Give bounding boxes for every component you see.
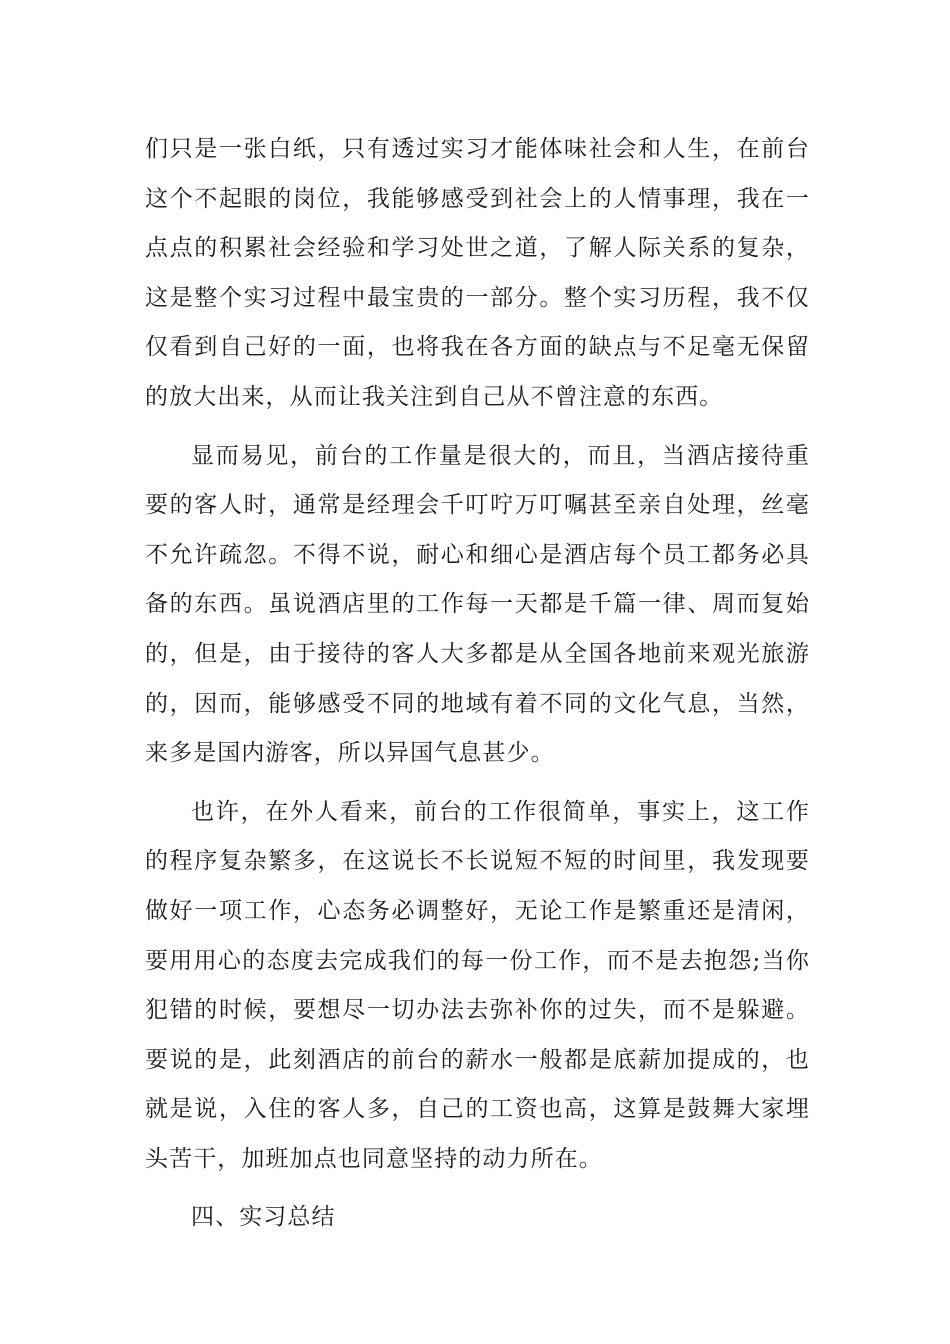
section-heading-internship-summary: 四、实习总结 [191,1204,336,1231]
paragraph-front-desk-workload: 显而易见，前台的工作量是很大的，而且，当酒店接待重要的客人时，通常是经理会千叮咛万叮嘱甚至亲自处理，丝毫不允许疏忽。不得不说，耐心和细心是酒店每个员工都务必具备的东西。虽说酒店里的工作每一天都是千篇一律、周而复始的，但是，由于接待的客人大多都是从全国各地前来观光旅游的，因而，能够感受不同的地域有着不同的文化气息，当然，来多是国内游客，所以异国气息甚少。 [145,442,810,767]
paragraph-continuation: 们只是一张白纸，只有透过实习才能体味社会和人生，在前台这个不起眼的岗位，我能够感受到社会上的人情事理，我在一点点的积累社会经验和学习处世之道，了解人际关系的复杂，这是整个实习过程中最宝贵的一部分。整个实习历程，我不仅仅看到自己好的一面，也将我在各方面的缺点与不足毫无保留的放大出来，从而让我关注到自己从不曾注意的东西。 [145,136,810,410]
paragraph-front-desk-procedures: 也许，在外人看来，前台的工作很简单，事实上，这工作的程序复杂繁多，在这说长不长说短不短的时间里，我发现要做好一项工作，心态务必调整好，无论工作是繁重还是清闲，要用用心的态度去完成我们的每一份工作，而不是去抱怨;当你犯错的时候，要想尽一切办法去弥补你的过失，而不是躲避。要说的是，此刻酒店的前台的薪水一般都是底薪加提成的，也就是说，入住的客人多，自己的工资也高，这算是鼓舞大家埋头苦干，加班加点也同意坚持的动力所在。 [145,798,810,1172]
document-body [145,125,810,1243]
